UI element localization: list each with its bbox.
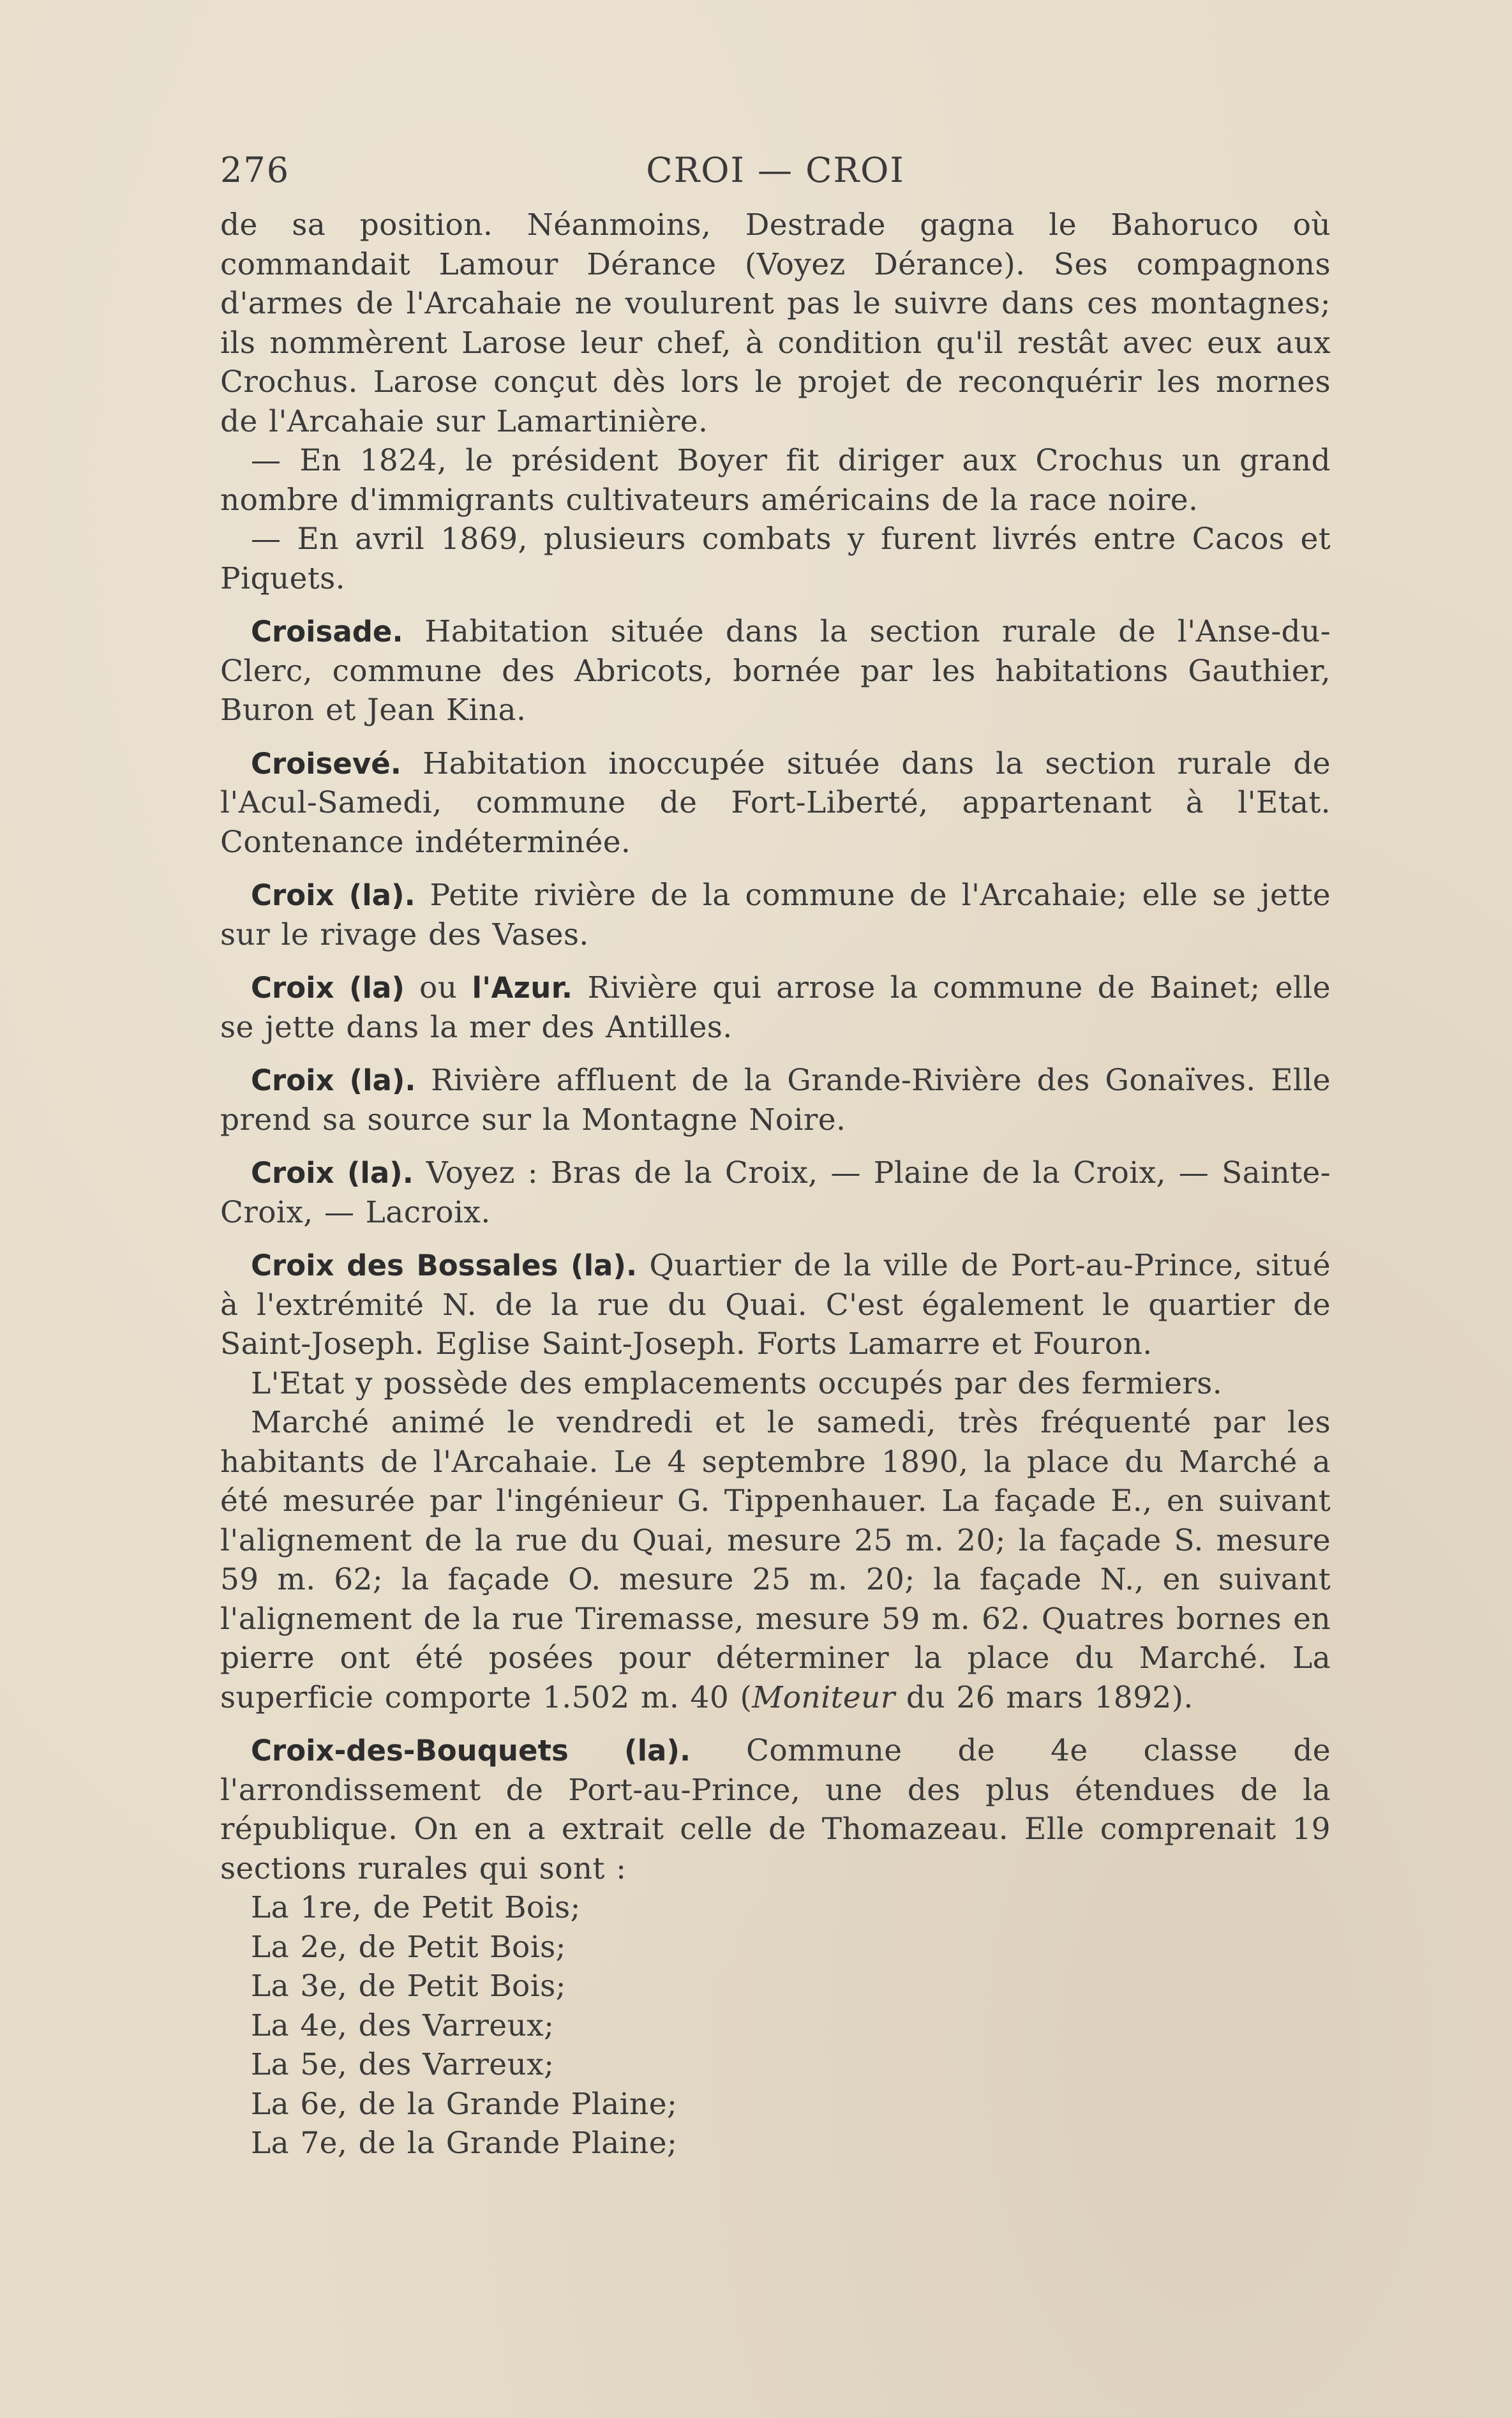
entry-term-alt: l'Azur. [472, 971, 573, 1005]
continuation-paragraph: — En 1824, le président Boyer fit diriger aux Crochus un grand nombre d'immigrants cultivateurs américains de la race noire. [220, 443, 1331, 518]
list-item: La 4e, des Varreux; [251, 2008, 555, 2043]
entry-croix-des-bossales [220, 1246, 1331, 1364]
entry-paragraph: L'Etat y possède des emplacements occupés par des fermiers. [251, 1365, 1223, 1401]
entry-paragraph-text: Marché animé le vendredi et le samedi, très fréquenté par les habitants de l'Arcahaie. Le 4 septembre 1890, la place du Marché a été mesurée par l'ingénieur G. Tippenhauer. La façade E., en suivant l'alignement de la rue du Quai, mesure 25 m. 20; la façade S. mesure 59 m. 62; la façade O. mesure 25 m. 20; la façade N., en suivant l'alignement de la rue Tiremasse, mesure 59 m. 62. Quatres bornes en pierre ont été posées pour déterminer la place du Marché. La superficie comporte 1.502 m. 40 ( [220, 1405, 1331, 1715]
entry-term: Croisevé. [251, 746, 401, 781]
entry-term: Croix des Bossales (la). [251, 1249, 638, 1282]
entry-term: Croisade. [251, 615, 403, 649]
entry-croix-gonaives [220, 1061, 1331, 1139]
entry-text: Voyez : Bras de la Croix, — Plaine de la Croix, — Sainte-Croix, — Lacroix. [220, 1155, 1331, 1230]
list-item: La 7e, de la Grande Plaine; [251, 2126, 678, 2161]
entry-text: Habitation située dans la section rurale de l'Anse-du-Clerc, commune des Abricots, bornée par les habitations Gauthier, Buron et Jean Kina. [220, 614, 1331, 728]
entry-term: Croix (la). [251, 878, 415, 912]
entry-text: Commune de 4e classe de l'arrondissement de Port-au-Prince, une des plus étendues de la république. On en a extrait celle de Thomazeau. Elle comprenait 19 sections rurales qui sont : [220, 1733, 1331, 1886]
continuation-paragraph: de sa position. Néanmoins, Destrade gagna le Bahoruco où commandait Lamour Dérance (Voyez Dérance). Ses compagnons d'armes de l'Arcahaie ne voulurent pas le suivre dans ces montagnes; ils nommèrent Larose leur chef, à condition qu'il restât avec eux aux Crochus. Larose conçut dès lors le projet de reconquérir les mornes de l'Arcahaie sur Lamartinière. [220, 207, 1331, 439]
entry-text: Rivière qui arrose la commune de Bainet; elle se jette dans la mer des Antilles. [220, 970, 1331, 1045]
running-head: CROI — CROI [646, 150, 905, 190]
page-number: 276 [220, 150, 290, 190]
entry-croix-voyez [220, 1153, 1331, 1232]
list-item: La 6e, de la Grande Plaine; [251, 2086, 678, 2122]
entry-text: Petite rivière de la commune de l'Arcahaie; elle se jette sur le rivage des Vases. [220, 878, 1331, 952]
entry-paragraph-text: du 26 mars 1892). [895, 1679, 1194, 1715]
entry-croix-azur [220, 968, 1331, 1047]
list-item: La 2e, de Petit Bois; [251, 1929, 566, 1965]
rural-sections-list [220, 1888, 1331, 2163]
entry-text: Quartier de la ville de Port-au-Prince, situé à l'extrémité N. de la rue du Quai. C'est également le quartier de Saint-Joseph. Eglise Saint-Joseph. Forts Lamarre et Fouron. [220, 1248, 1331, 1362]
page-header [220, 148, 1331, 193]
entry-text: Habitation inoccupée située dans la section rurale de l'Acul-Samedi, commune de Fort-Liberté, appartenant à l'Etat. Contenance indéterminée. [220, 746, 1331, 860]
list-item: La 1re, de Petit Bois; [251, 1890, 581, 1925]
entry-croix-arcahaie [220, 876, 1331, 954]
list-item: La 5e, des Varreux; [251, 2047, 555, 2082]
list-item: La 3e, de Petit Bois; [251, 1969, 566, 2004]
text-column [220, 206, 1331, 2163]
entry-term: Croix (la). [251, 1063, 416, 1097]
entry-paragraph [220, 1403, 1331, 1717]
entry-term: Croix-des-Bouquets (la). [251, 1734, 691, 1768]
entry-term: Croix (la) [251, 971, 405, 1005]
entry-text: Rivière affluent de la Grande-Rivière des Gonaïves. Elle prend sa source sur la Montagne Noire. [220, 1063, 1331, 1138]
entry-croiseve [220, 744, 1331, 862]
entry-croisade [220, 612, 1331, 730]
entry-croix-des-bouquets [220, 1731, 1331, 1888]
entry-term: Croix (la). [251, 1156, 414, 1190]
continuation-paragraph: — En avril 1869, plusieurs combats y furent livrés entre Cacos et Piquets. [220, 522, 1331, 596]
source-title: Moniteur [752, 1679, 895, 1715]
entry-conjunction: ou [404, 970, 472, 1005]
